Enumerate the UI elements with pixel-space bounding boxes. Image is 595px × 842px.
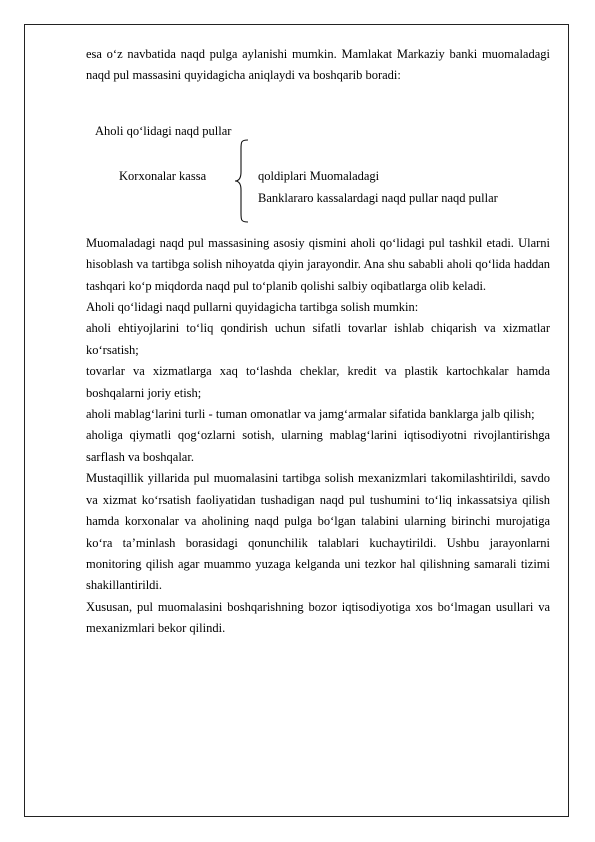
diagram-right-label-2: Banklararo kassalardagi naqd pullar naqd pullar [258, 190, 498, 205]
diagram-right-label-1: qoldiplari Muomaladagi [258, 168, 380, 183]
intro-paragraph: esa o‘z navbatida naqd pulga aylanishi mumkin. Mamlakat Markaziy banki muomaladagi naqd pul massasini quyidagicha aniqlaydi va boshqarib boradi: [86, 47, 550, 83]
regulation-item-4: aholiga qiymatli qog‘ozlarni sotish, ularning mablag‘larini iqtisodiyotni rivojlantirishga sarflash va boshqalar. [86, 428, 550, 464]
diagram-left-label: Korxonalar kassa [119, 168, 207, 183]
main-paragraph: Muomaladagi naqd pul massasining asosiy qismini aholi qo‘lidagi pul tashkil etadi. Ularni hisoblash va tartibga solish nihoyatda qiyin jarayondir. Ana shu sababli aholi qo‘lida haddan tashqari ko‘p miqdorda naqd pul to‘planib qolishi salbiy oqibatlarga olib keladi. [86, 235, 550, 293]
regulation-item-2: tovarlar va xizmatlarga xaq to‘lashda cheklar, kredit va plastik kartochkalar hamda boshqalarni joriy etish; [86, 364, 550, 400]
conclusion-paragraph: Xususan, pul muomalasini boshqarishning bozor iqtisodiyotiga xos bo‘lmagan usullari va mexanizmlari bekor qilindi. [86, 599, 550, 636]
diagram-top-label: Aholi qo‘lidagi naqd pullar [95, 123, 232, 138]
page-content [86, 44, 550, 640]
regulation-item-1: aholi ehtiyojlarini to‘liq qondirish uchun sifatli tovarlar ishlab chiqarish va xizmatlar ko‘rsatish; [86, 321, 550, 357]
independence-paragraph: Mustaqillik yillarida pul muomalasini tartibga solish mexanizmlari takomilashtirildi, savdo va xizmat ko‘rsatish faoliyatidan tushadigan naqd pul tushumini to‘liq inkassatsiya qilish hamda korxonalar va aholining naqd pulga bo‘lgan talabini ularning birinchi murojatiga ko‘ra ta’minlash borasidagi qonunchilik talablari kuchaytirildi. Ushbu jarayonlarni monitoring qilish agar muammo yuzaga kelganda uni tezkor hal qilishning samarali tizimi shakillantirildi. [86, 471, 550, 593]
curly-brace-icon [234, 139, 250, 223]
cash-mass-diagram [86, 87, 550, 233]
regulation-item-3: aholi mablag‘larini turli - tuman omonatlar va jamg‘armalar sifatida banklarga jalb qilish; [86, 407, 535, 422]
regulation-intro-paragraph: Aholi qo‘lidagi naqd pullarni quyidagicha tartibga solish mumkin: [86, 300, 419, 315]
